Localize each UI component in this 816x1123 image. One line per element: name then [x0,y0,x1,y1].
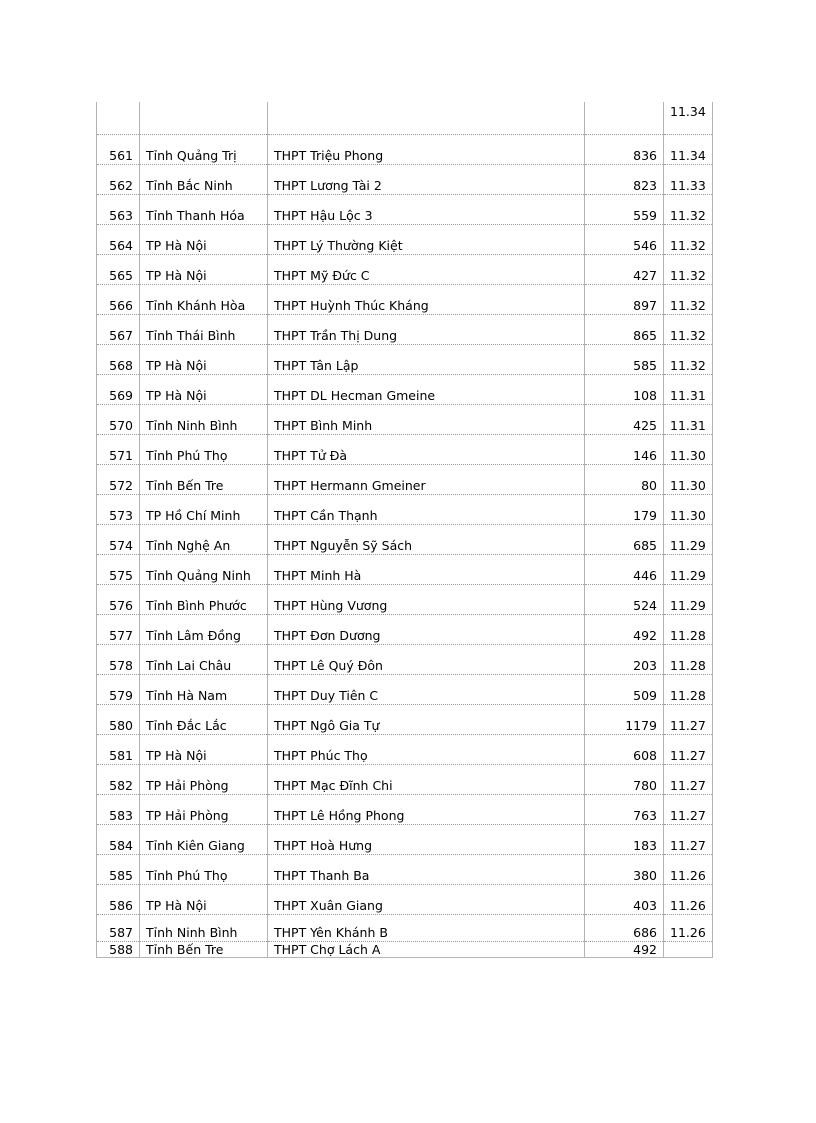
average-score-cell: 11.26 [664,915,713,942]
rank-cell: 563 [97,195,140,225]
province-cell: Tỉnh Thanh Hóa [140,195,268,225]
province-cell: TP Hà Nội [140,345,268,375]
province-cell: Tỉnh Bắc Ninh [140,165,268,195]
student-count-cell: 403 [585,885,664,915]
province-cell: TP Hải Phòng [140,765,268,795]
ranking-table [96,102,713,958]
province-cell: Tỉnh Lai Châu [140,645,268,675]
average-score-cell: 11.27 [664,795,713,825]
school-cell: THPT DL Hecman Gmeine [268,375,585,405]
average-score-cell: 11.31 [664,405,713,435]
rank-cell: 576 [97,585,140,615]
province-cell: Tỉnh Khánh Hòa [140,285,268,315]
student-count-cell: 80 [585,465,664,495]
school-cell: THPT Mạc Đĩnh Chi [268,765,585,795]
spacer-cell [140,119,268,135]
rank-cell: 575 [97,555,140,585]
province-cell: Tỉnh Lâm Đồng [140,615,268,645]
student-count-cell: 823 [585,165,664,195]
student-count-cell: 585 [585,345,664,375]
province-cell: Tỉnh Phú Thọ [140,435,268,465]
student-count-cell: 780 [585,765,664,795]
student-count-cell: 427 [585,255,664,285]
table-row [97,855,713,885]
school-cell: THPT Tân Lập [268,345,585,375]
province-cell: Tỉnh Quảng Ninh [140,555,268,585]
school-cell: THPT Xuân Giang [268,885,585,915]
student-count-cell: 763 [585,795,664,825]
average-score-cell [664,942,713,958]
rank-cell: 583 [97,795,140,825]
average-score-cell: 11.30 [664,435,713,465]
rank-cell: 581 [97,735,140,765]
average-score-cell: 11.29 [664,555,713,585]
table-row-continued [97,102,713,119]
rank-cell: 567 [97,315,140,345]
average-score-cell: 11.34 [664,135,713,165]
school-cell: THPT Bình Minh [268,405,585,435]
table-row [97,285,713,315]
student-count-cell: 1179 [585,705,664,735]
province-cell: TP Hà Nội [140,735,268,765]
average-score-cell: 11.27 [664,825,713,855]
spacer-cell [268,119,585,135]
student-count-cell: 865 [585,315,664,345]
rank-cell: 588 [97,942,140,958]
table-row [97,345,713,375]
province-cell: Tỉnh Bình Phước [140,585,268,615]
table-row [97,255,713,285]
student-count-cell: 546 [585,225,664,255]
rank-cell: 577 [97,615,140,645]
province-cell: Tỉnh Nghệ An [140,525,268,555]
student-count-cell: 608 [585,735,664,765]
table-row [97,525,713,555]
province-cell: TP Hà Nội [140,255,268,285]
ranking-table-body [97,102,713,958]
school-cell: THPT Thanh Ba [268,855,585,885]
average-score-cell: 11.32 [664,285,713,315]
province-cell: Tỉnh Phú Thọ [140,855,268,885]
school-cell: THPT Minh Hà [268,555,585,585]
school-cell: THPT Duy Tiên C [268,675,585,705]
school-cell: THPT Hậu Lộc 3 [268,195,585,225]
province-cell: Tỉnh Kiên Giang [140,825,268,855]
rank-cell: 561 [97,135,140,165]
rank-cell: 572 [97,465,140,495]
average-score-cell: 11.28 [664,615,713,645]
table-row [97,615,713,645]
student-count-cell: 524 [585,585,664,615]
rank-cell: 587 [97,915,140,942]
table-row [97,705,713,735]
province-cell: TP Hà Nội [140,885,268,915]
province-cell: Tỉnh Ninh Bình [140,405,268,435]
rank-cell: 579 [97,675,140,705]
table-row [97,225,713,255]
table-row [97,915,713,942]
school-cell: THPT Hermann Gmeiner [268,465,585,495]
province-cell: Tỉnh Bến Tre [140,942,268,958]
table-row [97,585,713,615]
average-score-cell: 11.32 [664,195,713,225]
school-cell: THPT Triệu Phong [268,135,585,165]
average-score-cell: 11.29 [664,525,713,555]
table-row [97,405,713,435]
rank-cell: 586 [97,885,140,915]
student-count-cell: 492 [585,615,664,645]
average-score-cell: 11.29 [664,585,713,615]
student-count-cell: 108 [585,375,664,405]
student-count-cell: 836 [585,135,664,165]
table-row [97,765,713,795]
school-cell: THPT Lê Quý Đôn [268,645,585,675]
rank-cell: 565 [97,255,140,285]
table-row [97,942,713,958]
table-row [97,495,713,525]
average-score-cell: 11.26 [664,855,713,885]
table-row [97,135,713,165]
rank-cell: 566 [97,285,140,315]
table-row [97,885,713,915]
school-cell: THPT Trần Thị Dung [268,315,585,345]
student-count-cell: 685 [585,525,664,555]
rank-cell: 568 [97,345,140,375]
average-score-cell: 11.28 [664,675,713,705]
student-count-cell: 559 [585,195,664,225]
rank-cell [97,102,140,119]
rank-cell: 564 [97,225,140,255]
school-cell: THPT Nguyễn Sỹ Sách [268,525,585,555]
table-row [97,435,713,465]
province-cell: Tỉnh Ninh Bình [140,915,268,942]
student-count-cell: 686 [585,915,664,942]
rank-cell: 574 [97,525,140,555]
school-cell: THPT Ngô Gia Tự [268,705,585,735]
province-cell: Tỉnh Đắc Lắc [140,705,268,735]
table-row [97,375,713,405]
rank-cell: 585 [97,855,140,885]
rank-cell: 569 [97,375,140,405]
table-row [97,195,713,225]
table-row [97,555,713,585]
rank-cell: 578 [97,645,140,675]
table-row [97,735,713,765]
average-score-cell: 11.32 [664,225,713,255]
school-cell: THPT Tử Đà [268,435,585,465]
table-row [97,465,713,495]
average-score-cell: 11.31 [664,375,713,405]
school-cell: THPT Hùng Vương [268,585,585,615]
average-score-cell: 11.32 [664,255,713,285]
school-cell: THPT Lý Thường Kiệt [268,225,585,255]
school-cell: THPT Huỳnh Thúc Kháng [268,285,585,315]
school-cell: THPT Cần Thạnh [268,495,585,525]
average-score-cell: 11.27 [664,705,713,735]
table-row [97,795,713,825]
table-row [97,315,713,345]
average-score-cell: 11.30 [664,465,713,495]
rank-cell: 573 [97,495,140,525]
province-cell: TP Hà Nội [140,225,268,255]
student-count-cell: 425 [585,405,664,435]
average-score-cell: 11.27 [664,765,713,795]
province-cell: TP Hồ Chí Minh [140,495,268,525]
average-score-cell: 11.30 [664,495,713,525]
school-cell: THPT Chợ Lách A [268,942,585,958]
student-count-cell: 203 [585,645,664,675]
average-score-cell: 11.32 [664,345,713,375]
rank-cell: 580 [97,705,140,735]
average-score-cell: 11.26 [664,885,713,915]
province-cell [140,102,268,119]
spacer-cell [664,119,713,135]
spacer-cell [97,119,140,135]
average-score-cell: 11.34 [664,102,713,119]
school-cell: THPT Yên Khánh B [268,915,585,942]
student-count-cell: 380 [585,855,664,885]
table-row [97,675,713,705]
school-cell: THPT Mỹ Đức C [268,255,585,285]
rank-cell: 571 [97,435,140,465]
average-score-cell: 11.28 [664,645,713,675]
student-count-cell [585,102,664,119]
school-cell: THPT Hoà Hưng [268,825,585,855]
average-score-cell: 11.27 [664,735,713,765]
average-score-cell: 11.33 [664,165,713,195]
spacer-cell [585,119,664,135]
school-cell: THPT Phúc Thọ [268,735,585,765]
school-cell: THPT Lê Hồng Phong [268,795,585,825]
province-cell: Tỉnh Quảng Trị [140,135,268,165]
school-cell: THPT Đơn Dương [268,615,585,645]
table-row [97,645,713,675]
student-count-cell: 446 [585,555,664,585]
student-count-cell: 183 [585,825,664,855]
school-cell [268,102,585,119]
rank-cell: 582 [97,765,140,795]
student-count-cell: 897 [585,285,664,315]
province-cell: Tỉnh Bến Tre [140,465,268,495]
table-row [97,825,713,855]
rank-cell: 584 [97,825,140,855]
table-row [97,165,713,195]
province-cell: Tỉnh Thái Bình [140,315,268,345]
province-cell: Tỉnh Hà Nam [140,675,268,705]
province-cell: TP Hải Phòng [140,795,268,825]
student-count-cell: 509 [585,675,664,705]
rank-cell: 570 [97,405,140,435]
table-row-spacer [97,119,713,135]
student-count-cell: 179 [585,495,664,525]
school-cell: THPT Lương Tài 2 [268,165,585,195]
student-count-cell: 492 [585,942,664,958]
province-cell: TP Hà Nội [140,375,268,405]
average-score-cell: 11.32 [664,315,713,345]
student-count-cell: 146 [585,435,664,465]
rank-cell: 562 [97,165,140,195]
